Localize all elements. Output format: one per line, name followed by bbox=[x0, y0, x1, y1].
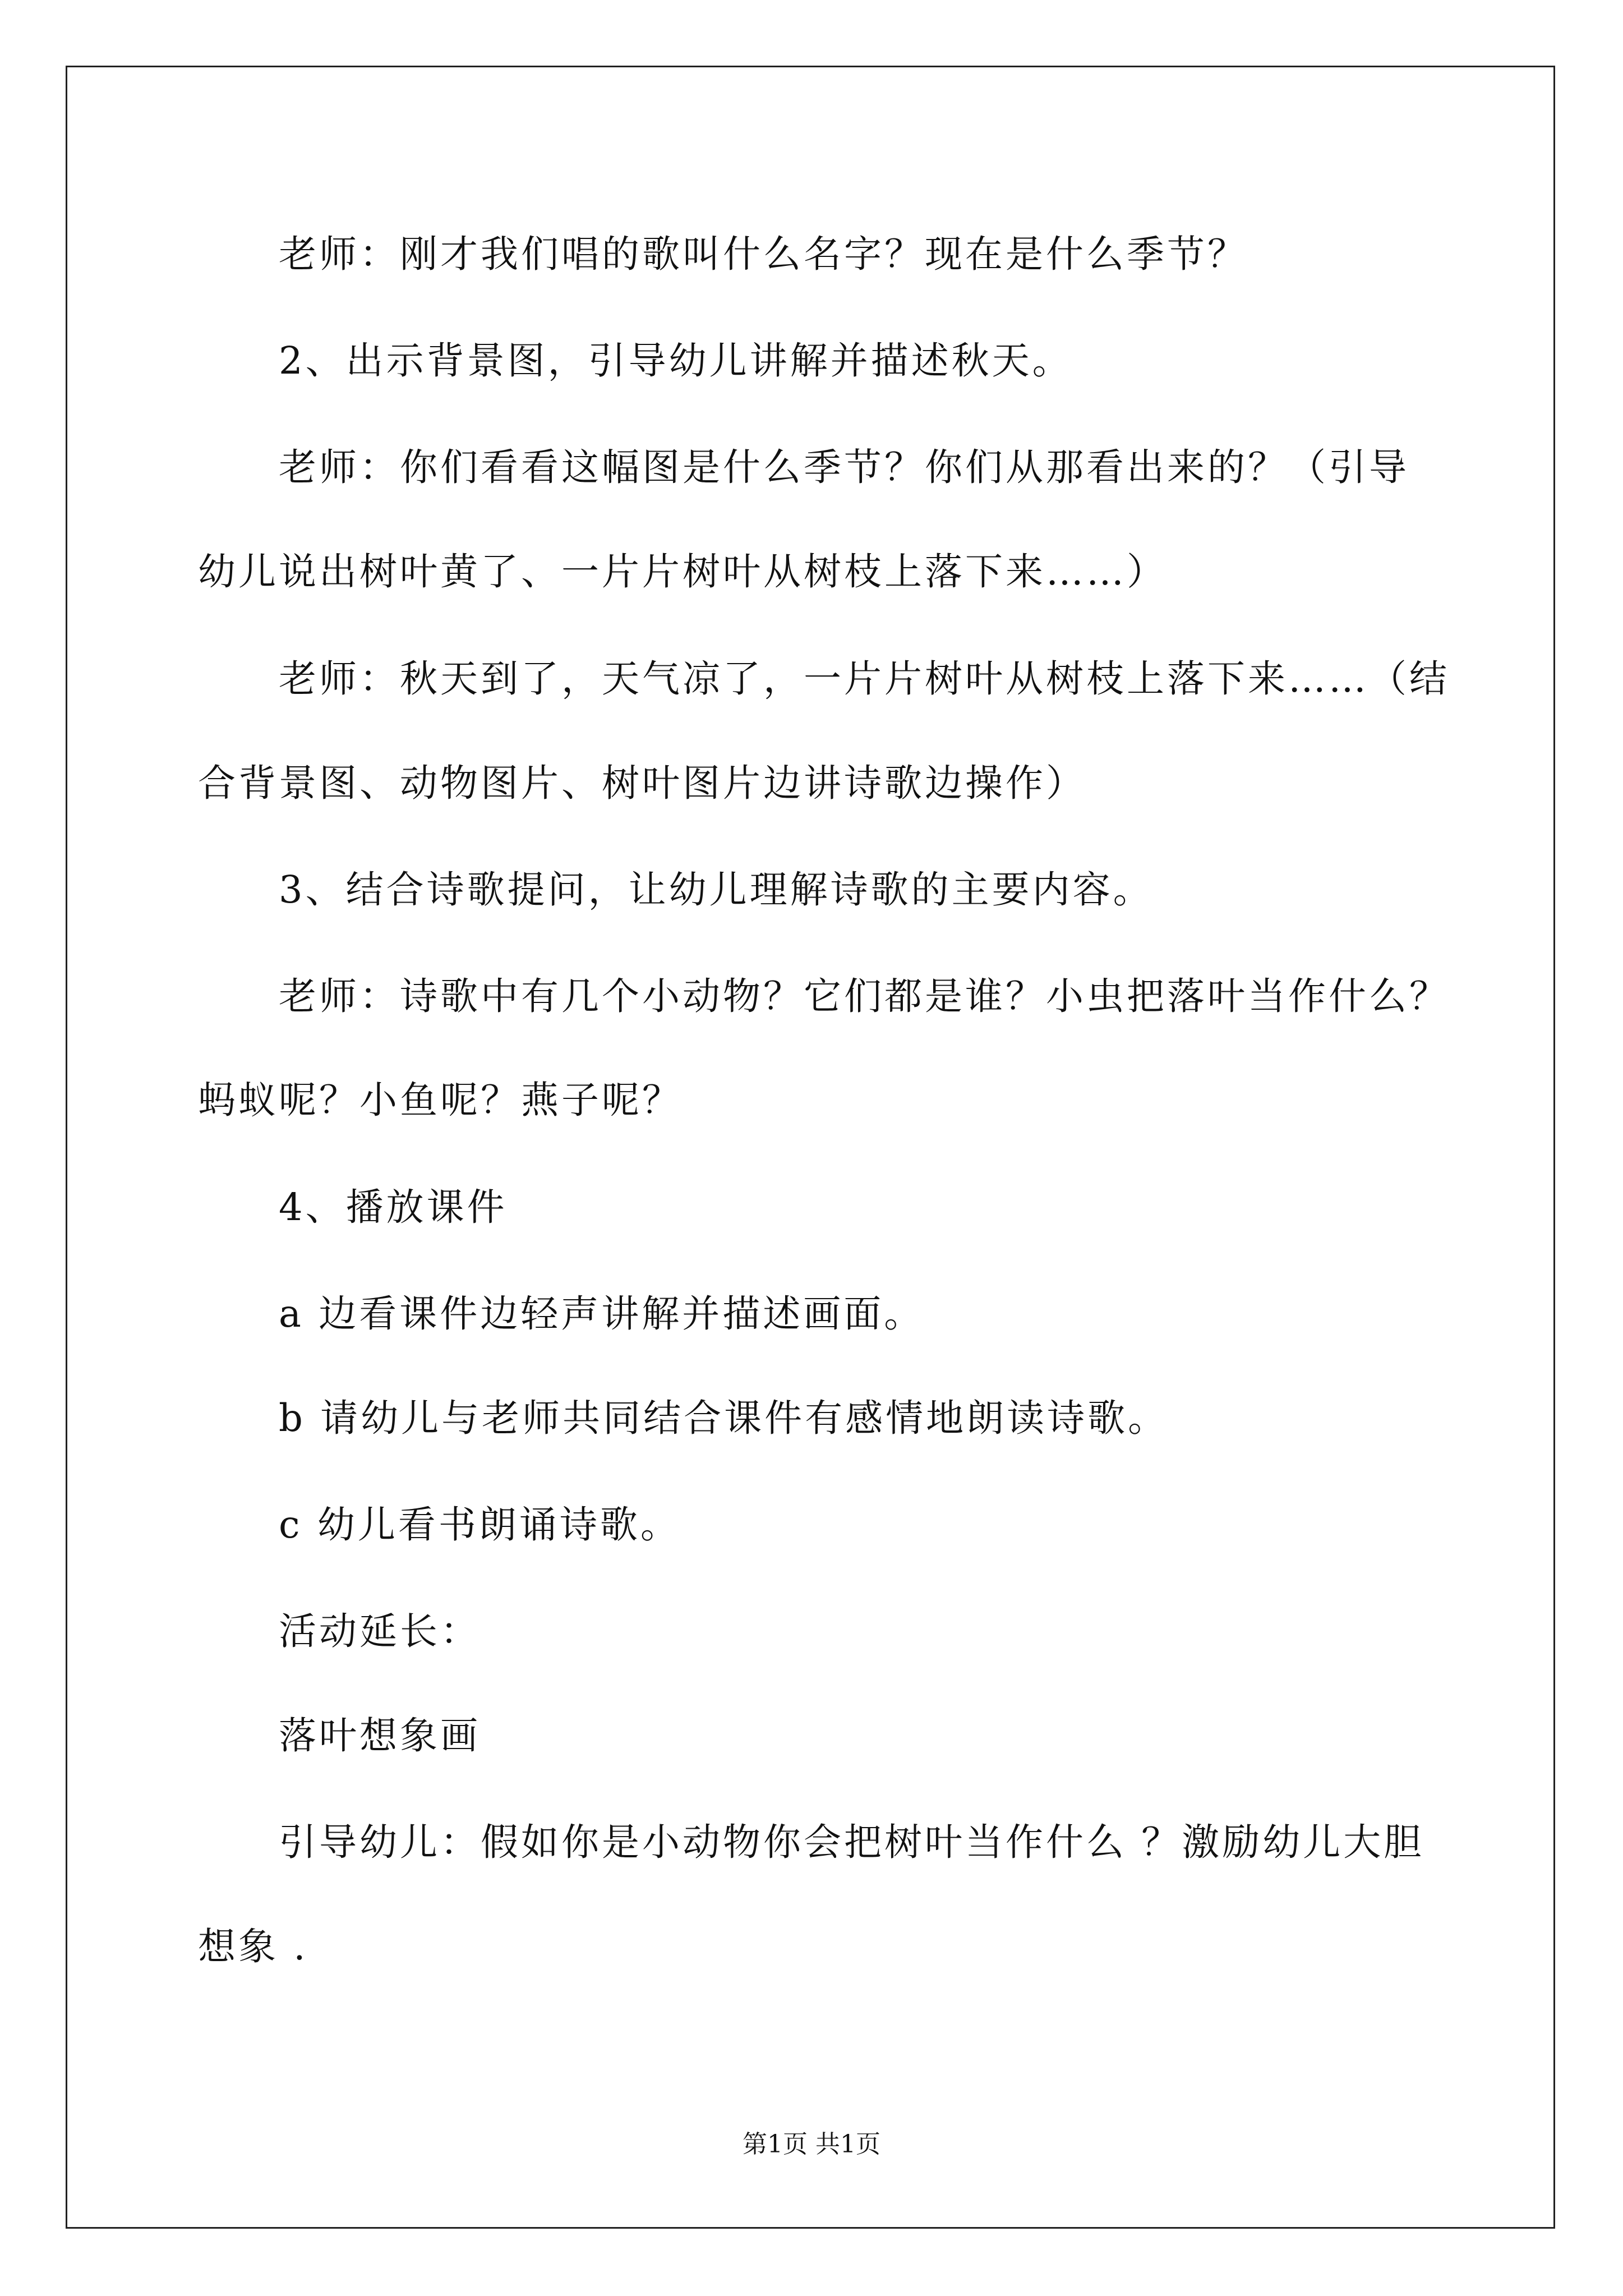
text-line-15: 落叶想象画 bbox=[279, 1714, 481, 1757]
page-number-footer: 第1页 共1页 bbox=[743, 2130, 880, 2159]
text-line-17: 想象 . bbox=[198, 1925, 308, 1968]
page-border bbox=[66, 66, 1555, 2229]
text-line-9: 蚂蚁呢？小鱼呢？燕子呢？ bbox=[198, 1078, 683, 1122]
text-line-6: 合背景图、动物图片、树叶图片边讲诗歌边操作） bbox=[198, 761, 1086, 805]
text-line-13: c 幼儿看书朗诵诗歌。 bbox=[279, 1503, 681, 1547]
text-line-10: 4、播放课件 bbox=[279, 1185, 508, 1229]
text-line-16: 引导幼儿：假如你是小动物你会把树叶当作什么 ？激励幼儿大胆 bbox=[279, 1820, 1424, 1864]
text-line-11: a 边看课件边轻声讲解并描述画面。 bbox=[279, 1292, 925, 1336]
text-line-12: b 请幼儿与老师共同结合课件有感情地朗读诗歌。 bbox=[279, 1396, 1169, 1440]
text-line-3: 老师：你们看看这幅图是什么季节？你们从那看出来的？（引导 bbox=[279, 445, 1409, 489]
text-line-14: 活动延长： bbox=[279, 1609, 481, 1653]
text-line-5: 老师：秋天到了，天气凉了，一片片树叶从树枝上落下来……（结 bbox=[279, 657, 1450, 701]
text-line-2: 2、出示背景图，引导幼儿讲解并描述秋天。 bbox=[279, 339, 1073, 383]
text-line-1: 老师：刚才我们唱的歌叫什么名字？现在是什么季节？ bbox=[279, 232, 1248, 276]
text-line-7: 3、结合诗歌提问，让幼儿理解诗歌的主要内容。 bbox=[279, 868, 1154, 912]
text-line-4: 幼儿说出树叶黄了、一片片树叶从树枝上落下来……） bbox=[198, 550, 1167, 593]
text-line-8: 老师：诗歌中有几个小动物？它们都是谁？小虫把落叶当作什么？ bbox=[279, 974, 1450, 1018]
